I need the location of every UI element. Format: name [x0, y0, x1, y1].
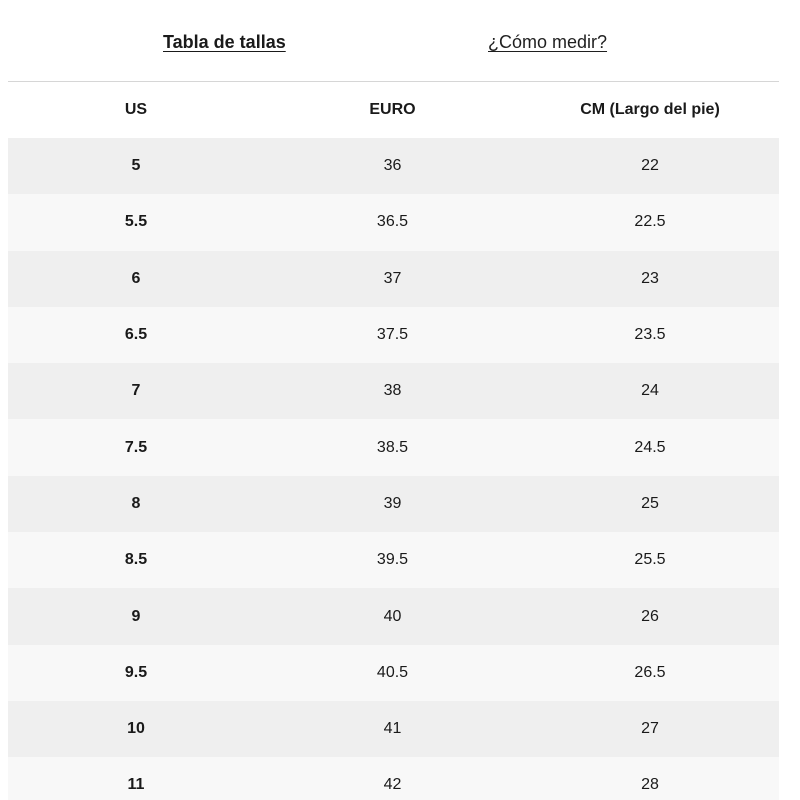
cm-size-cell: 23: [641, 269, 659, 287]
table-row: [8, 532, 779, 588]
euro-size-cell: 37.5: [376, 326, 409, 344]
us-size-cell: 8.5: [124, 551, 148, 569]
cm-size-cell: 24: [641, 382, 659, 400]
euro-size-cell: 38: [383, 382, 402, 400]
table-row: [8, 194, 779, 250]
us-size-cell: 7: [131, 382, 141, 400]
table-row: [8, 363, 779, 419]
us-size-cell: 5: [131, 157, 141, 175]
table-row: [8, 251, 779, 307]
cm-size-cell: 26: [641, 607, 659, 625]
column-header-us: US: [124, 101, 148, 118]
cm-size-cell: 24.5: [634, 438, 666, 456]
cm-size-cell: 22.5: [634, 213, 666, 231]
tab-size-chart[interactable]: Tabla de tallas: [163, 32, 286, 52]
euro-size-cell: 40: [383, 607, 402, 625]
size-table: [8, 82, 779, 800]
us-size-cell: 6.5: [124, 326, 148, 344]
us-size-cell: 7.5: [124, 438, 148, 456]
cm-size-cell: 25.5: [634, 551, 666, 569]
column-header-euro: EURO: [369, 101, 416, 118]
euro-size-cell: 39: [383, 494, 402, 512]
cm-size-cell: 22: [641, 157, 659, 175]
table-row: [8, 476, 779, 532]
us-size-cell: 11: [127, 776, 145, 794]
cm-size-cell: 27: [641, 720, 659, 738]
us-size-cell: 9.5: [124, 663, 148, 681]
euro-size-cell: 40.5: [376, 663, 409, 681]
table-header-row: [8, 82, 779, 138]
cm-size-cell: 25: [641, 494, 659, 512]
euro-size-cell: 38.5: [376, 438, 409, 456]
us-size-cell: 10: [127, 720, 145, 738]
us-size-cell: 8: [131, 494, 141, 512]
us-size-cell: 5.5: [124, 213, 148, 231]
cm-size-cell: 26.5: [634, 663, 666, 681]
us-size-cell: 6: [131, 269, 141, 287]
table-row: [8, 307, 779, 363]
size-guide-tabs: [0, 0, 800, 82]
table-row: [8, 138, 779, 194]
table-row: [8, 645, 779, 701]
cm-size-cell: 23.5: [634, 326, 666, 344]
euro-size-cell: 42: [383, 776, 402, 794]
tab-how-to-measure[interactable]: ¿Cómo medir?: [488, 32, 608, 52]
euro-size-cell: 36: [383, 157, 402, 175]
us-size-cell: 9: [131, 607, 141, 625]
euro-size-cell: 39.5: [376, 551, 409, 569]
table-row: [8, 701, 779, 757]
euro-size-cell: 41: [383, 720, 402, 738]
table-row: [8, 419, 779, 475]
cm-size-cell: 28: [641, 776, 659, 794]
table-row: [8, 588, 779, 644]
column-header-cm: CM (Largo del pie): [580, 101, 720, 118]
euro-size-cell: 37: [383, 269, 402, 287]
euro-size-cell: 36.5: [376, 213, 409, 231]
table-row: [8, 757, 779, 800]
